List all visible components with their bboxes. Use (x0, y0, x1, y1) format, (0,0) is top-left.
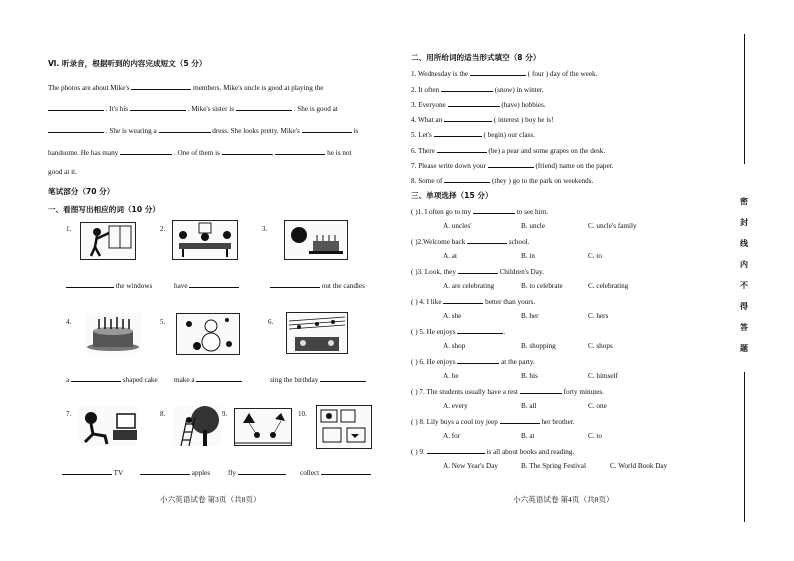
mc-option[interactable]: C. to (588, 252, 602, 260)
answer-blank[interactable] (48, 125, 104, 133)
seal-char: 密 (740, 197, 748, 206)
text: dress. She looks pretty. Mike's (212, 127, 300, 135)
answer-blank[interactable] (222, 147, 272, 155)
answer-blank[interactable] (520, 386, 562, 394)
pic-num: 5. (160, 318, 166, 326)
seal-line-bottom (744, 372, 745, 522)
text: ( ) 6. He enjoys (411, 358, 456, 366)
text: 7. Please write down your (411, 162, 486, 170)
answer-blank[interactable] (140, 467, 190, 475)
answer-blank[interactable] (458, 266, 498, 274)
mc-option[interactable]: B. shopping (521, 342, 556, 350)
picture-watching-tv (78, 405, 138, 447)
row1-answer-3 (270, 280, 365, 291)
mc-option[interactable]: A. at (443, 252, 457, 260)
answer-blank[interactable] (434, 129, 482, 137)
seal-line-top (744, 34, 745, 164)
picture-flying-kite (234, 408, 292, 446)
mc-option[interactable]: A. New Year's Day (443, 462, 498, 470)
text: (have) hobbies. (501, 101, 546, 109)
text: ( begin) our class. (483, 131, 535, 139)
text: . She is good at (293, 105, 338, 113)
mc-option[interactable]: C. shops (588, 342, 613, 350)
text: TV (113, 469, 124, 477)
mc-question-1 (411, 206, 548, 217)
mc-option[interactable]: A. he (443, 372, 459, 380)
mc-option[interactable]: B. to celebrate (521, 282, 563, 290)
answer-blank[interactable] (457, 326, 506, 336)
listening-line-5: good at it. (48, 168, 77, 176)
pic-num: 3. (262, 225, 268, 233)
text: better than yours. (485, 298, 536, 306)
text: Children's Day. (499, 268, 544, 276)
answer-blank[interactable] (443, 296, 483, 304)
pic-num: 6. (268, 318, 274, 326)
text: ( )3. Look, they (411, 268, 456, 276)
text: . Mike's sister is (187, 105, 235, 113)
answer-blank[interactable] (448, 99, 500, 107)
mc-option[interactable]: C. one (588, 402, 607, 410)
text: to see him. (516, 208, 549, 216)
text: (friend) name on the paper. (535, 162, 614, 170)
listening-line-4 (48, 147, 352, 158)
text: ( ) 5. He enjoys (411, 328, 456, 336)
text: is all about books and reading. (486, 448, 575, 456)
answer-blank[interactable] (62, 467, 112, 475)
answer-blank[interactable] (131, 82, 191, 90)
mc-question-2 (411, 236, 529, 247)
text: 6. There (411, 147, 435, 155)
row1-answer-1 (66, 280, 152, 291)
picture-birthday-song (286, 312, 348, 354)
text: (be) a pear and some grapes on the desk. (488, 147, 606, 155)
text: make a (174, 376, 195, 384)
row2-answer-1 (66, 374, 158, 385)
mc-option[interactable]: B. at (521, 432, 535, 440)
mc-option[interactable]: A. for (443, 432, 461, 440)
text: is (353, 127, 359, 135)
text: sing the birthday (270, 376, 319, 384)
pic-num: 2. (160, 225, 166, 233)
answer-blank[interactable] (321, 467, 371, 475)
answer-blank[interactable] (71, 374, 121, 382)
mc-option[interactable]: B. The Spring Festival (521, 462, 586, 470)
pic-num: 9. (222, 410, 228, 418)
text: apples (191, 469, 211, 477)
seal-char: 不 (740, 281, 748, 290)
answer-blank[interactable] (275, 147, 325, 155)
seal-char: 答 (740, 323, 748, 332)
text: members. Mike's uncle is good at playing the (193, 84, 324, 92)
answer-blank[interactable] (196, 374, 242, 382)
mc-option[interactable]: A. every (443, 402, 468, 410)
text: 1. Wednesday is the (411, 70, 469, 78)
answer-blank[interactable] (320, 374, 366, 382)
answer-blank[interactable] (66, 280, 114, 288)
text: have (174, 282, 188, 290)
mc-question-4 (411, 296, 535, 307)
row3-answer-1 (62, 467, 123, 478)
text: ( four ) day of the week. (527, 70, 598, 78)
mc-option[interactable]: B. uncle (521, 222, 545, 230)
text: he is not (327, 149, 352, 157)
text: ( ) 8. Lily buys a cool toy jeep (411, 418, 498, 426)
text: forty minutes. (563, 388, 604, 396)
mc-question-7 (411, 386, 604, 397)
text: The photos are about Mike's (48, 84, 130, 92)
text: , (271, 149, 274, 157)
mc-option[interactable]: A. uncles' (443, 222, 472, 230)
answer-blank[interactable] (189, 280, 239, 288)
fill-item-7 (411, 160, 613, 171)
row3-answer-4 (300, 467, 371, 478)
mc-question-9 (411, 446, 574, 457)
answer-blank[interactable] (302, 125, 352, 133)
row2-answer-2 (174, 374, 242, 385)
mc-option[interactable]: C. World Book Day (610, 462, 668, 470)
seal-char: 内 (740, 260, 748, 269)
text: 5. Let's (411, 131, 432, 139)
pic-num: 7. (66, 410, 72, 418)
listening-line-2 (48, 103, 338, 114)
fill-heading: 二、用所给词的适当形式填空（8 分） (411, 53, 541, 62)
answer-blank[interactable] (467, 236, 507, 244)
seal-char: 线 (740, 239, 748, 248)
text: 2. It often (411, 86, 440, 94)
mc-option[interactable]: A. shop (443, 342, 466, 350)
answer-blank[interactable] (48, 103, 104, 111)
fill-item-4 (411, 114, 553, 125)
mc-option[interactable]: C. to (588, 432, 602, 440)
mc-option[interactable]: B. in (521, 252, 535, 260)
text: ( interest ) boy he is! (493, 116, 554, 124)
text: ( )2.Welcome back (411, 238, 466, 246)
picture-picking-apples (172, 405, 222, 447)
text: (they ) go to the park on weekends. (491, 177, 594, 185)
seal-char: 得 (740, 302, 748, 311)
fill-item-6 (411, 145, 605, 156)
text: . She is wearing a (105, 127, 157, 135)
mc-option[interactable]: B. his (521, 372, 538, 380)
picture-cleaning-windows (80, 222, 136, 260)
written-heading: 笔试部分（70 分） (48, 187, 115, 196)
mc-heading: 三、单项选择（15 分） (411, 191, 493, 200)
picture-snowman (176, 313, 240, 355)
text: 8. Some of (411, 177, 443, 185)
text: collect (300, 469, 320, 477)
mc-option[interactable]: A. she (443, 312, 462, 320)
text: 3. Everyone (411, 101, 446, 109)
row1-answer-2 (174, 280, 239, 291)
answer-blank[interactable] (470, 68, 526, 76)
seal-char: 题 (740, 344, 748, 353)
mc-option[interactable]: B. all (521, 402, 537, 410)
row2-answer-3 (270, 374, 366, 385)
answer-blank[interactable] (444, 114, 492, 122)
mc-option[interactable]: C. himself (588, 372, 618, 380)
mc-question-6 (411, 356, 535, 367)
text: . One of them is (173, 149, 220, 157)
picture-blowing-candles (284, 220, 348, 260)
text: the windows (115, 282, 153, 290)
fill-item-3 (411, 99, 546, 110)
mc-option[interactable]: C. celebrating (588, 282, 629, 290)
text: ( )1. I often go to my (411, 208, 472, 216)
mc-option[interactable]: B. her (521, 312, 539, 320)
text: a (66, 376, 70, 384)
text: out the candles (321, 282, 365, 290)
row3-answer-2 (140, 467, 210, 478)
answer-blank[interactable] (159, 125, 211, 133)
text: . (503, 328, 506, 336)
answer-blank[interactable] (488, 160, 534, 168)
text: . It's his (105, 105, 129, 113)
text: her brother. (541, 418, 575, 426)
pic-num: 10. (298, 410, 307, 418)
listening-line-3 (48, 125, 358, 136)
mc-question-8 (411, 416, 575, 427)
pic-num: 8. (160, 410, 166, 418)
fill-item-1 (411, 68, 597, 79)
fill-item-8 (411, 175, 593, 186)
answer-blank[interactable] (120, 147, 172, 155)
answer-blank[interactable] (427, 446, 485, 454)
picture-family-dinner (172, 220, 238, 260)
mc-option[interactable]: C. uncle's family (588, 222, 637, 230)
listening-line-1 (48, 82, 323, 93)
right-footer: 小六英语试卷 第4页（共8页） (513, 495, 614, 504)
answer-blank[interactable] (473, 206, 515, 214)
answer-blank[interactable] (130, 103, 186, 111)
picture-collecting-stamps (316, 405, 372, 449)
row3-answer-3 (228, 467, 286, 478)
seal-char: 封 (740, 218, 748, 227)
text: shaped cake (122, 376, 158, 384)
answer-blank[interactable] (444, 175, 490, 183)
answer-blank[interactable] (500, 416, 540, 424)
text: at the party. (501, 358, 535, 366)
fill-item-5 (411, 129, 535, 140)
text: 4. What an (411, 116, 443, 124)
mc-question-3 (411, 266, 544, 277)
text: (snow) in winter. (494, 86, 544, 94)
text: ( ) 9. (411, 448, 425, 456)
answer-blank[interactable] (437, 145, 487, 153)
text: ( ) 4. I like (411, 298, 442, 306)
mc-option[interactable]: C. hers (588, 312, 609, 320)
pic-num: 1. (66, 225, 72, 233)
text: school. (508, 238, 530, 246)
answer-blank[interactable] (441, 84, 493, 92)
picture-heading: 一、看图写出相应的词（10 分） (48, 205, 160, 214)
text: handsome. He has many (48, 149, 119, 157)
text: fly (228, 469, 236, 477)
fill-item-2 (411, 84, 544, 95)
listening-heading: Ⅵ. 听录音，根据听到的内容完成短文（5 分） (48, 59, 207, 68)
left-footer: 小六英语试卷 第3页（共8页） (160, 495, 261, 504)
answer-blank[interactable] (457, 356, 499, 364)
answer-blank[interactable] (238, 467, 286, 475)
text: ( ) 7. The students usually have a rest (411, 388, 519, 396)
mc-question-5 (411, 326, 505, 337)
answer-blank[interactable] (270, 280, 320, 288)
pic-num: 4. (66, 318, 72, 326)
answer-blank[interactable] (236, 103, 292, 111)
mc-option[interactable]: A. are celebrating (443, 282, 495, 290)
picture-birthday-cake (84, 312, 142, 354)
